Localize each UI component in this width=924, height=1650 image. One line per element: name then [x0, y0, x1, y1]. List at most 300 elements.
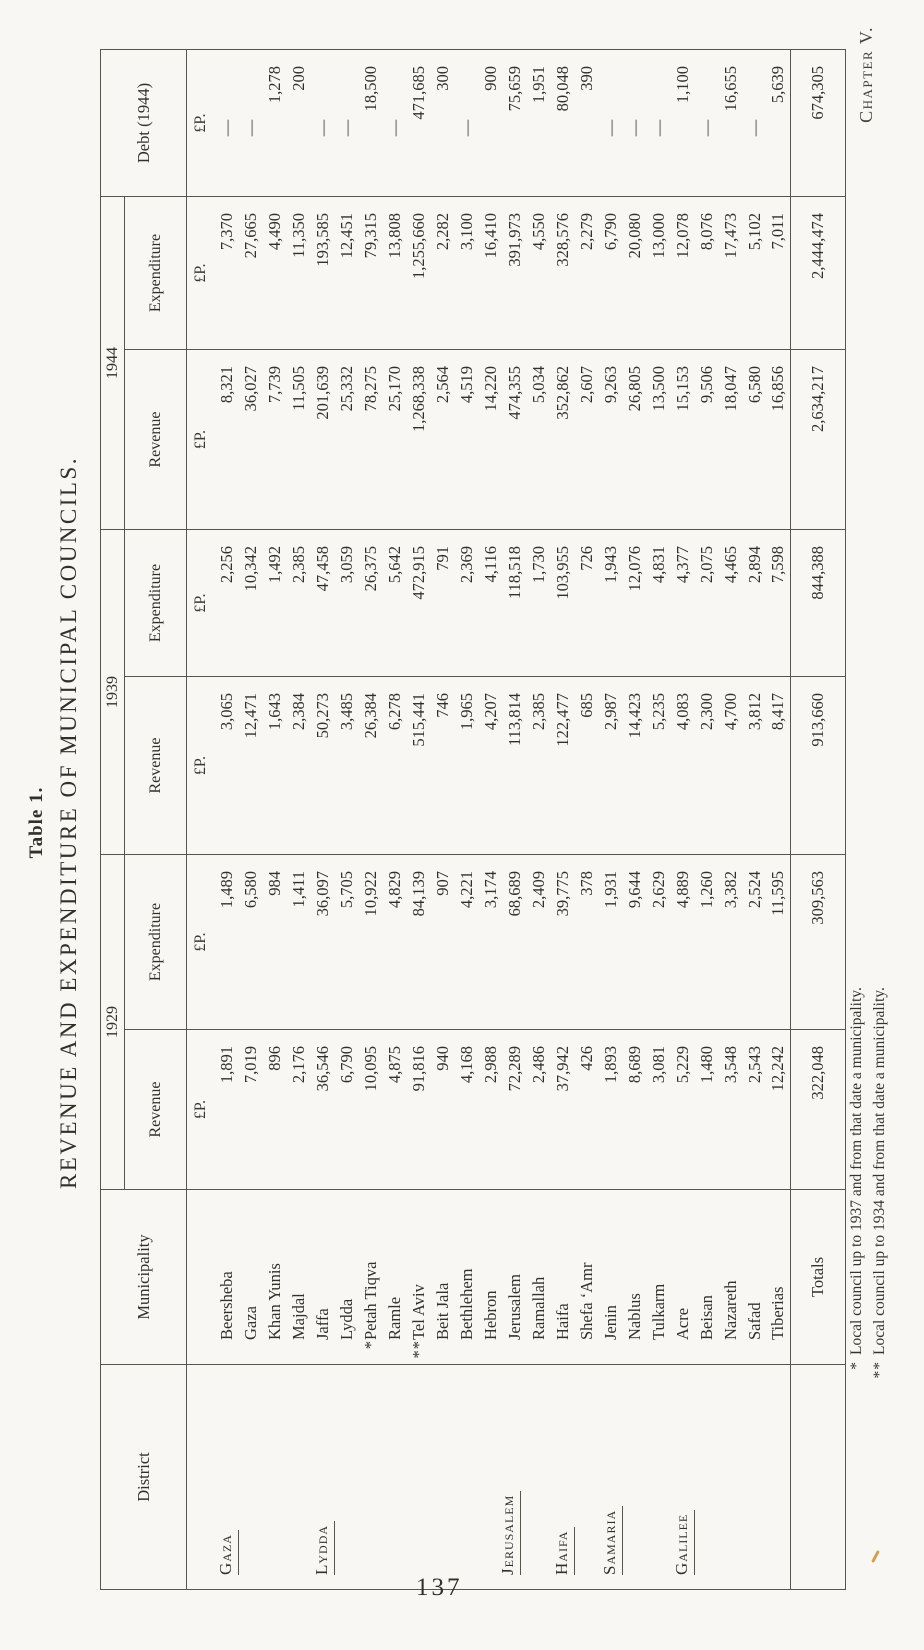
- value-cell: 4,875: [383, 1030, 407, 1190]
- table-row: [431, 50, 455, 1590]
- municipality-cell: [359, 1190, 383, 1365]
- value-cell: 122,477: [551, 677, 575, 855]
- value-cell: 3,485: [335, 677, 359, 855]
- totals-value-cell: 2,634,217: [791, 350, 846, 530]
- value-cell: 6,790: [599, 197, 623, 350]
- table-row: [455, 50, 479, 1590]
- table-row: [383, 50, 407, 1590]
- value-cell: 2,543: [743, 1030, 767, 1190]
- value-cell: 36,027: [239, 350, 263, 530]
- value-cell: 113,814: [503, 677, 527, 855]
- value-cell: 9,506: [695, 350, 719, 530]
- municipality-name: Beersheba: [216, 1271, 236, 1340]
- value-cell: 7,011: [767, 197, 791, 350]
- table-row: [263, 50, 287, 1590]
- value-cell: 940: [431, 1030, 455, 1190]
- value-cell: 4,700: [719, 677, 743, 855]
- value-cell: 2,607: [575, 350, 599, 530]
- district-label: Lydda: [311, 1521, 335, 1575]
- table-row: [575, 50, 599, 1590]
- currency-spacer: [187, 1190, 215, 1365]
- value-cell: 426: [575, 1030, 599, 1190]
- value-cell: 1,943: [599, 530, 623, 677]
- value-cell: 1,965: [455, 677, 479, 855]
- municipality-cell: [719, 1190, 743, 1365]
- value-cell: 726: [575, 530, 599, 677]
- footnote-marker: *: [848, 1361, 865, 1370]
- municipality-cell: [599, 1190, 623, 1365]
- value-cell: 1,489: [215, 855, 239, 1030]
- table-row: [527, 50, 551, 1590]
- municipality-cell: [551, 1190, 575, 1365]
- district-label: Jerusalem: [497, 1491, 521, 1575]
- currency-label: £P.: [187, 677, 215, 855]
- value-cell: 390: [575, 50, 599, 197]
- municipality-cell: [455, 1190, 479, 1365]
- table-row: [407, 50, 431, 1590]
- value-cell: 17,473: [719, 197, 743, 350]
- value-cell: 2,256: [215, 530, 239, 677]
- value-cell: 11,595: [767, 855, 791, 1030]
- value-cell: 2,409: [527, 855, 551, 1030]
- value-cell: 1,730: [527, 530, 551, 677]
- value-cell: 72,289: [503, 1030, 527, 1190]
- value-cell: —: [335, 50, 359, 197]
- totals-value-cell: 309,563: [791, 855, 846, 1030]
- value-cell: 37,942: [551, 1030, 575, 1190]
- currency-label: £P.: [187, 350, 215, 530]
- table-row: [623, 50, 647, 1590]
- value-cell: 3,081: [647, 1030, 671, 1190]
- header-revenue-1939: Revenue: [125, 677, 187, 855]
- table-row: [503, 50, 527, 1590]
- value-cell: 2,629: [647, 855, 671, 1030]
- table-heading-block: [26, 50, 82, 1595]
- value-cell: 2,300: [695, 677, 719, 855]
- district-cell: [551, 1365, 599, 1590]
- value-cell: 5,102: [743, 197, 767, 350]
- value-cell: 328,576: [551, 197, 575, 350]
- value-cell: 103,955: [551, 530, 575, 677]
- value-cell: 91,816: [407, 1030, 431, 1190]
- value-cell: 50,273: [311, 677, 335, 855]
- municipality-name: Nablus: [624, 1293, 644, 1340]
- value-cell: 7,739: [263, 350, 287, 530]
- value-cell: 3,059: [335, 530, 359, 677]
- header-municipality: Municipality: [101, 1190, 187, 1365]
- value-cell: 26,384: [359, 677, 383, 855]
- value-cell: 84,139: [407, 855, 431, 1030]
- municipality-name: Acre: [672, 1307, 692, 1340]
- municipality-name: Khan Yunis: [264, 1263, 284, 1340]
- header-year-1939: 1939: [101, 530, 125, 855]
- value-cell: 4,550: [527, 197, 551, 350]
- value-cell: 4,168: [455, 1030, 479, 1190]
- footnote-marker: **: [871, 1361, 888, 1379]
- value-cell: 79,315: [359, 197, 383, 350]
- value-cell: 18,500: [359, 50, 383, 197]
- value-cell: 8,417: [767, 677, 791, 855]
- value-cell: 472,915: [407, 530, 431, 677]
- value-cell: 193,585: [311, 197, 335, 350]
- currency-label: £P.: [187, 1030, 215, 1190]
- district-label: Haifa: [551, 1527, 575, 1575]
- table-row: [359, 50, 383, 1590]
- header-revenue-1929: Revenue: [125, 1030, 187, 1190]
- value-cell: 4,116: [479, 530, 503, 677]
- header-expenditure-1929: Expenditure: [125, 855, 187, 1030]
- value-cell: 8,076: [695, 197, 719, 350]
- value-cell: 118,518: [503, 530, 527, 677]
- value-cell: 2,282: [431, 197, 455, 350]
- table-row: [551, 50, 575, 1590]
- district-cell: [311, 1365, 407, 1590]
- table-row: [287, 50, 311, 1590]
- value-cell: 26,805: [623, 350, 647, 530]
- value-cell: 1,951: [527, 50, 551, 197]
- value-cell: 201,639: [311, 350, 335, 530]
- value-cell: 20,080: [623, 197, 647, 350]
- currency-spacer: [187, 1365, 215, 1590]
- value-cell: 12,471: [239, 677, 263, 855]
- footnote-line: [868, 987, 891, 1387]
- value-cell: 8,321: [215, 350, 239, 530]
- footnote-marker: **: [408, 1340, 428, 1359]
- header-year-1944: 1944: [101, 197, 125, 530]
- value-cell: 27,665: [239, 197, 263, 350]
- value-cell: 4,490: [263, 197, 287, 350]
- value-cell: 1,480: [695, 1030, 719, 1190]
- value-cell: 12,076: [623, 530, 647, 677]
- municipality-cell: [767, 1190, 791, 1365]
- table-row: [671, 50, 695, 1590]
- municipality-cell: [431, 1190, 455, 1365]
- value-cell: 907: [431, 855, 455, 1030]
- value-cell: 6,580: [239, 855, 263, 1030]
- table-row: [767, 50, 791, 1590]
- value-cell: 4,083: [671, 677, 695, 855]
- value-cell: 3,812: [743, 677, 767, 855]
- value-cell: —: [743, 50, 767, 197]
- header-row-years: [101, 50, 125, 1590]
- value-cell: 3,065: [215, 677, 239, 855]
- value-cell: 4,221: [455, 855, 479, 1030]
- value-cell: 25,170: [383, 350, 407, 530]
- municipality-cell: [695, 1190, 719, 1365]
- value-cell: 6,790: [335, 1030, 359, 1190]
- value-cell: 1,260: [695, 855, 719, 1030]
- municipality-name: Beisan: [696, 1295, 716, 1340]
- value-cell: 18,047: [719, 350, 743, 530]
- municipality-name: Tiberias: [768, 1286, 788, 1340]
- value-cell: 378: [575, 855, 599, 1030]
- footnote-line: [845, 987, 868, 1387]
- value-cell: 984: [263, 855, 287, 1030]
- totals-value-cell: 2,444,474: [791, 197, 846, 350]
- municipality-cell: [623, 1190, 647, 1365]
- value-cell: —: [599, 50, 623, 197]
- value-cell: 2,385: [527, 677, 551, 855]
- municipality-name: Hebron: [480, 1290, 500, 1340]
- value-cell: 2,524: [743, 855, 767, 1030]
- municipality-cell: [527, 1190, 551, 1365]
- value-cell: 2,384: [287, 677, 311, 855]
- value-cell: 1,268,338: [407, 350, 431, 530]
- value-cell: 4,831: [647, 530, 671, 677]
- table-row: [215, 50, 239, 1590]
- value-cell: 200: [287, 50, 311, 197]
- value-cell: 5,034: [527, 350, 551, 530]
- value-cell: 13,808: [383, 197, 407, 350]
- municipality-name: Majdal: [288, 1293, 308, 1340]
- value-cell: 12,451: [335, 197, 359, 350]
- currency-label: £P.: [187, 197, 215, 350]
- value-cell: 4,889: [671, 855, 695, 1030]
- value-cell: 10,922: [359, 855, 383, 1030]
- totals-value-cell: 913,660: [791, 677, 846, 855]
- value-cell: 2,176: [287, 1030, 311, 1190]
- municipality-name: Jenin: [600, 1305, 620, 1340]
- value-cell: 12,078: [671, 197, 695, 350]
- municipality-cell: [407, 1190, 431, 1365]
- value-cell: 78,275: [359, 350, 383, 530]
- value-cell: 14,220: [479, 350, 503, 530]
- value-cell: 80,048: [551, 50, 575, 197]
- value-cell: 3,174: [479, 855, 503, 1030]
- district-cell: [215, 1365, 311, 1590]
- value-cell: 391,973: [503, 197, 527, 350]
- value-cell: 36,097: [311, 855, 335, 1030]
- municipality-name: Jerusalem: [504, 1274, 524, 1340]
- value-cell: 900: [479, 50, 503, 197]
- value-cell: 16,856: [767, 350, 791, 530]
- municipality-cell: [215, 1190, 239, 1365]
- table-header: [101, 50, 215, 1590]
- value-cell: 4,207: [479, 677, 503, 855]
- footnote-text: Local council up to 1934 and from that date a municipality.: [871, 987, 888, 1355]
- value-cell: —: [239, 50, 263, 197]
- chapter-running-head: Chapter V.: [856, 26, 876, 123]
- table-row: [311, 50, 335, 1590]
- municipality-name: Jaffa: [312, 1308, 332, 1340]
- municipality-cell: [311, 1190, 335, 1365]
- municipality-name: Ramle: [384, 1296, 404, 1340]
- value-cell: 2,486: [527, 1030, 551, 1190]
- value-cell: —: [623, 50, 647, 197]
- currency-label: £P.: [187, 855, 215, 1030]
- table-number: Table 1.: [26, 786, 47, 859]
- municipality-name: Safad: [744, 1302, 764, 1340]
- value-cell: 75,659: [503, 50, 527, 197]
- totals-value-cell: 674,305: [791, 50, 846, 197]
- value-cell: 4,519: [455, 350, 479, 530]
- header-expenditure-1944: Expenditure: [125, 197, 187, 350]
- municipality-name: Shefa ‘Amr: [576, 1262, 596, 1340]
- municipality-cell: [479, 1190, 503, 1365]
- district-cell: [407, 1365, 551, 1590]
- totals-label-cell: Totals: [791, 1190, 846, 1365]
- value-cell: 5,235: [647, 677, 671, 855]
- header-row-currency: [187, 50, 215, 1590]
- table-row: [719, 50, 743, 1590]
- value-cell: —: [695, 50, 719, 197]
- value-cell: 3,382: [719, 855, 743, 1030]
- value-cell: 471,685: [407, 50, 431, 197]
- header-expenditure-1939: Expenditure: [125, 530, 187, 677]
- value-cell: 39,775: [551, 855, 575, 1030]
- value-cell: 11,350: [287, 197, 311, 350]
- value-cell: 5,229: [671, 1030, 695, 1190]
- value-cell: 2,564: [431, 350, 455, 530]
- value-cell: 1,492: [263, 530, 287, 677]
- value-cell: 15,153: [671, 350, 695, 530]
- header-revenue-1944: Revenue: [125, 350, 187, 530]
- municipality-name: Petah Tiqva: [360, 1261, 380, 1340]
- value-cell: 7,370: [215, 197, 239, 350]
- municipality-name: Tulkarm: [648, 1283, 668, 1340]
- value-cell: 11,505: [287, 350, 311, 530]
- value-cell: 2,385: [287, 530, 311, 677]
- footnotes-block: [845, 987, 891, 1387]
- totals-value-cell: 844,388: [791, 530, 846, 677]
- value-cell: 10,342: [239, 530, 263, 677]
- value-cell: 1,278: [263, 50, 287, 197]
- value-cell: 1,411: [287, 855, 311, 1030]
- municipality-name: Nazareth: [720, 1280, 740, 1340]
- municipality-name: Haifa: [552, 1303, 572, 1340]
- value-cell: 26,375: [359, 530, 383, 677]
- value-cell: 5,642: [383, 530, 407, 677]
- value-cell: —: [383, 50, 407, 197]
- value-cell: 1,643: [263, 677, 287, 855]
- value-cell: 6,580: [743, 350, 767, 530]
- value-cell: 1,893: [599, 1030, 623, 1190]
- value-cell: 8,689: [623, 1030, 647, 1190]
- value-cell: 791: [431, 530, 455, 677]
- value-cell: 5,705: [335, 855, 359, 1030]
- value-cell: 14,423: [623, 677, 647, 855]
- value-cell: 474,355: [503, 350, 527, 530]
- value-cell: 9,263: [599, 350, 623, 530]
- table-title: REVENUE AND EXPENDITURE OF MUNICIPAL COUNCILS.: [56, 455, 81, 1190]
- municipality-cell: [335, 1190, 359, 1365]
- municipality-name: Gaza: [240, 1306, 260, 1340]
- municipality-cell: [503, 1190, 527, 1365]
- value-cell: 685: [575, 677, 599, 855]
- table-body: [215, 50, 846, 1590]
- value-cell: 7,019: [239, 1030, 263, 1190]
- municipality-cell: [743, 1190, 767, 1365]
- currency-label: £P.: [187, 530, 215, 677]
- table-row: [479, 50, 503, 1590]
- value-cell: 746: [431, 677, 455, 855]
- value-cell: 2,987: [599, 677, 623, 855]
- value-cell: 2,369: [455, 530, 479, 677]
- municipality-cell: [383, 1190, 407, 1365]
- value-cell: 10,095: [359, 1030, 383, 1190]
- municipality-name: Lydda: [336, 1298, 356, 1340]
- value-cell: 3,548: [719, 1030, 743, 1190]
- currency-label: £P.: [187, 50, 215, 197]
- value-cell: 16,655: [719, 50, 743, 197]
- header-district: District: [101, 1365, 187, 1590]
- value-cell: —: [311, 50, 335, 197]
- value-cell: 300: [431, 50, 455, 197]
- value-cell: 36,546: [311, 1030, 335, 1190]
- value-cell: 4,377: [671, 530, 695, 677]
- municipality-name: Tel Aviv: [408, 1284, 428, 1340]
- value-cell: 3,100: [455, 197, 479, 350]
- district-label: Galilee: [671, 1510, 695, 1575]
- value-cell: 1,255,660: [407, 197, 431, 350]
- page-number: 137: [416, 1574, 463, 1601]
- value-cell: 13,500: [647, 350, 671, 530]
- district-label: Samaria: [599, 1506, 623, 1575]
- totals-value-cell: 322,048: [791, 1030, 846, 1190]
- municipality-cell: [575, 1190, 599, 1365]
- value-cell: 2,988: [479, 1030, 503, 1190]
- district-cell: [599, 1365, 671, 1590]
- table-row: [599, 50, 623, 1590]
- value-cell: 16,410: [479, 197, 503, 350]
- municipality-cell: [671, 1190, 695, 1365]
- footnote-text: Local council up to 1937 and from that date a municipality.: [848, 987, 865, 1355]
- value-cell: 68,689: [503, 855, 527, 1030]
- value-cell: 2,279: [575, 197, 599, 350]
- value-cell: 6,278: [383, 677, 407, 855]
- municipal-councils-table: [100, 49, 846, 1590]
- value-cell: 1,931: [599, 855, 623, 1030]
- value-cell: 13,000: [647, 197, 671, 350]
- value-cell: 1,891: [215, 1030, 239, 1190]
- value-cell: 2,075: [695, 530, 719, 677]
- value-cell: 5,639: [767, 50, 791, 197]
- value-cell: 25,332: [335, 350, 359, 530]
- totals-spacer: [791, 1365, 846, 1590]
- municipality-cell: [263, 1190, 287, 1365]
- value-cell: 4,829: [383, 855, 407, 1030]
- footnote-marker: *: [360, 1340, 380, 1350]
- value-cell: 352,862: [551, 350, 575, 530]
- value-cell: 9,644: [623, 855, 647, 1030]
- value-cell: 12,242: [767, 1030, 791, 1190]
- district-cell: [671, 1365, 791, 1590]
- value-cell: —: [215, 50, 239, 197]
- value-cell: 1,100: [671, 50, 695, 197]
- table-row: [239, 50, 263, 1590]
- table-row: [647, 50, 671, 1590]
- header-year-1929: 1929: [101, 855, 125, 1190]
- value-cell: 4,465: [719, 530, 743, 677]
- value-cell: 47,458: [311, 530, 335, 677]
- value-cell: —: [455, 50, 479, 197]
- header-debt: Debt (1944): [101, 50, 187, 197]
- table-row: [743, 50, 767, 1590]
- municipality-cell: [239, 1190, 263, 1365]
- value-cell: 515,441: [407, 677, 431, 855]
- value-cell: 896: [263, 1030, 287, 1190]
- value-cell: 2,894: [743, 530, 767, 677]
- municipality-cell: [287, 1190, 311, 1365]
- value-cell: —: [647, 50, 671, 197]
- district-label: Gaza: [215, 1530, 239, 1575]
- municipality-name: Bethlehem: [456, 1268, 476, 1340]
- table-row: [335, 50, 359, 1590]
- table-row: [695, 50, 719, 1590]
- municipality-name: Beit Jala: [432, 1282, 452, 1340]
- value-cell: 7,598: [767, 530, 791, 677]
- municipality-name: Ramallah: [528, 1276, 548, 1340]
